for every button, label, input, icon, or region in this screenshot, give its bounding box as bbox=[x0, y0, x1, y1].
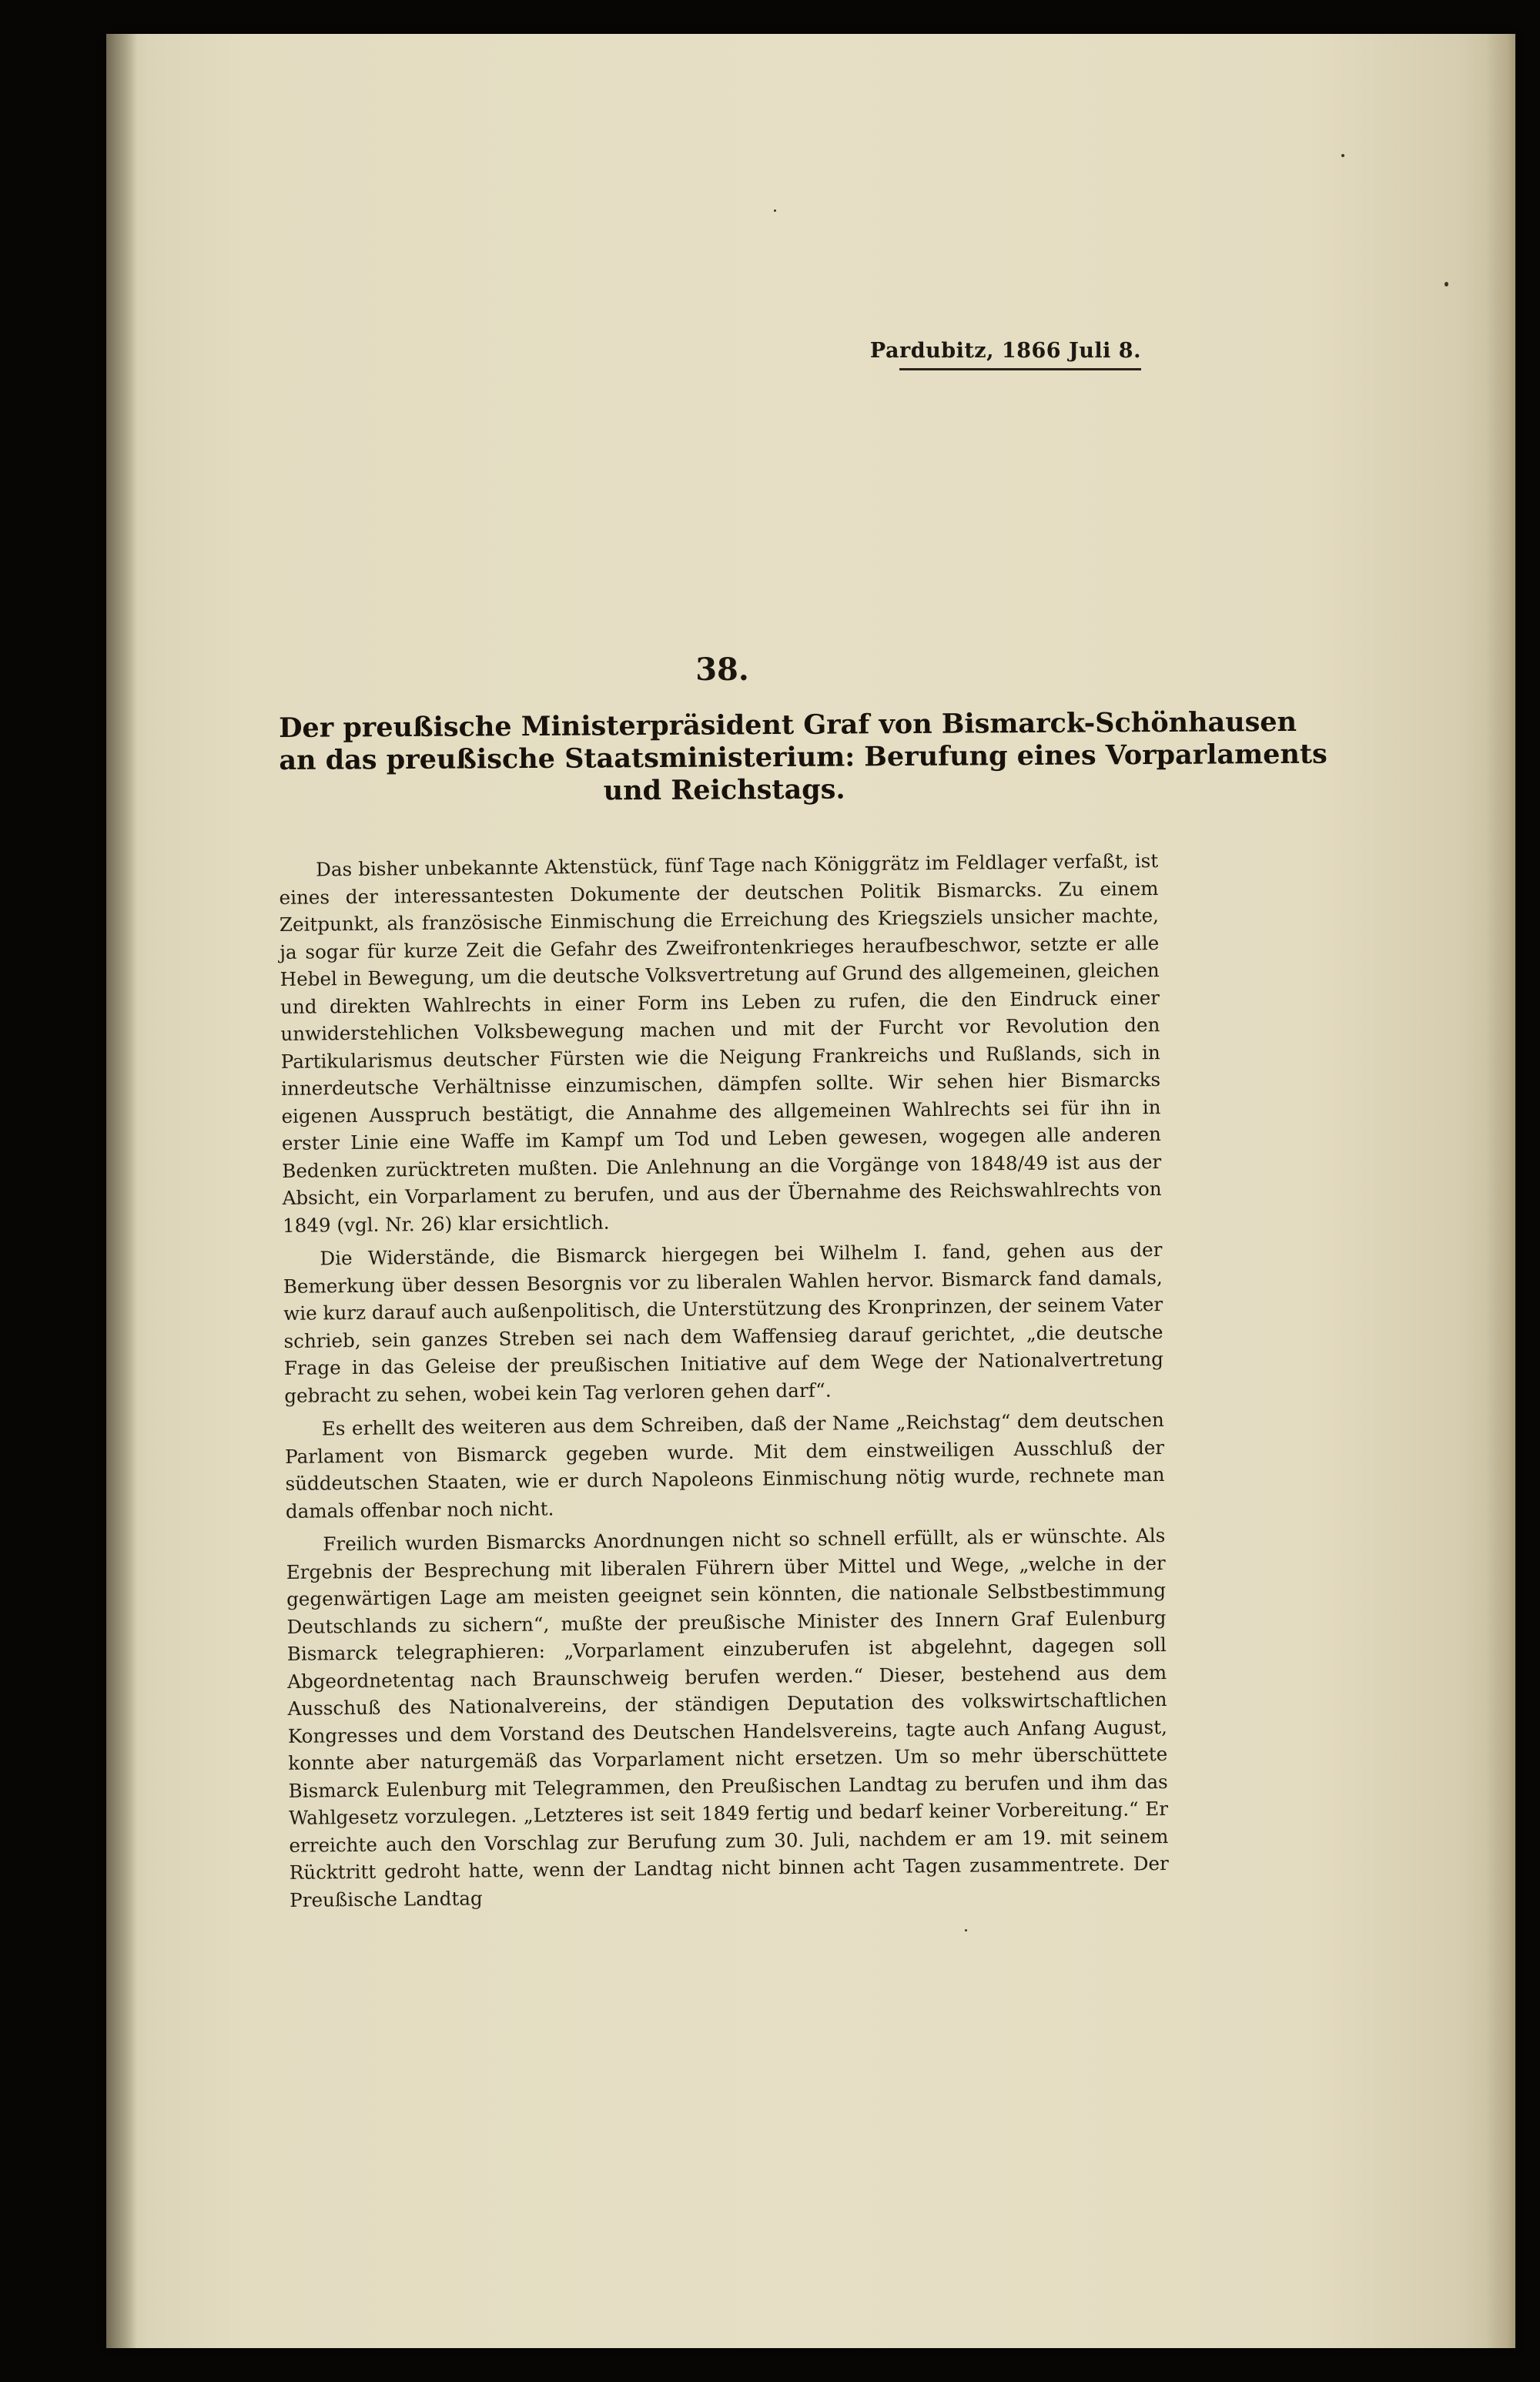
page-right-edge bbox=[1486, 34, 1515, 2348]
speck bbox=[774, 209, 776, 212]
document-title bbox=[279, 705, 1327, 809]
body-text bbox=[279, 847, 1169, 1920]
title-line: Der preußische Ministerpräsident Graf von Bismarck-Schönhausen bbox=[279, 705, 1297, 744]
speck bbox=[1341, 154, 1344, 157]
speck bbox=[965, 1929, 967, 1931]
headline-underline bbox=[899, 368, 1141, 370]
paragraph: Es erhellt des weiteren aus dem Schreiben, daß der Name „Reichstag“ dem deutschen Parlament von Bismarck gegeben wurde. Mit dem einstweiligen Ausschluß der süddeutschen Staaten, wie er durch Napoleons Einmischung nötig wurde, rechnete man damals offenbar noch nicht. bbox=[285, 1409, 1165, 1523]
document-number: 38. bbox=[695, 652, 749, 688]
paragraph: Freilich wurden Bismarcks Anordnungen nicht so schnell erfüllt, als er wünschte. Als Ergebnis der Besprechung mit liberalen Führern über Mittel und Wege, „welche in der gegenwärtigen Lage am meisten geeignet sein könnten, die nationale Selbstbestimmung Deutschlands zu sichern“, mußte der preußische Minister des Innern Graf Eulenburg Bismarck telegraphieren: „Vorparlament einzuberufen ist abgelehnt, dagegen soll Abgeordnetentag nach Braunschweig berufen werden.“ Dieser, bestehend aus dem Ausschuß des Nationalvereins, der ständigen Deputation des volkswirtschaftlichen Kongresses und dem Vorstand des Deutschen Handelsvereins, tagte auch Anfang August, konnte aber naturgemäß das Vorparlament nicht ersetzen. Um so mehr überschüttete Bismarck Eulenburg mit Telegrammen, den Preußischen Landtag zu berufen und ihm das Wahlgesetz vorzulegen. „Letzteres ist seit 1849 fertig und bedarf keiner Vorbereitung.“ Er erreichte auch den Vorschlag zur Berufung zum 30. Juli, nachdem er am 19. mit seinem Rücktritt gedroht hatte, wenn der Landtag nicht binnen acht Tagen zusammentrete. Der Preußische Landtag bbox=[286, 1523, 1169, 1911]
speck bbox=[1445, 282, 1448, 286]
page-gutter-shadow bbox=[106, 34, 137, 2348]
title-line: an das preußische Staatsministerium: Berufung eines Vorparlaments bbox=[279, 738, 1327, 776]
paragraph: Das bisher unbekannte Aktenstück, fünf Tage nach Königgrätz im Feldlager verfaßt, ist eines der interessantesten Dokumente der deutschen Politik Bismarcks. Zu einem Zeitpunkt, als französische Einmischung die Erreichung des Kriegsziels unsicher machte, ja sogar für kurze Zeit die Gefahr des Zweifrontenkrieges heraufbeschwor, setzte er alle Hebel in Bewegung, um die deutsche Volksvertretung auf Grund des allgemeinen, gleichen und direkten Wahlrechts in einer Form ins Leben zu rufen, die den Eindruck einer unwiderstehlichen Volksbewegung machen und mit der Furcht vor Revolution den Partikularismus deutscher Fürsten wie die Neigung Frankreichs und Rußlands, sich in innerdeutsche Verhältnisse einzumischen, dämpfen sollte. Wir sehen hier Bismarcks eigenen Ausspruch bestätigt, die Annahme des allgemeinen Wahlrechts sei für ihn in erster Linie eine Waffe im Kampf um Tod und Leben gewesen, wogegen alle anderen Bedenken zurücktreten mußten. Die Anlehnung an die Vorgänge von 1848/49 ist aus der Absicht, ein Vorparlament zu berufen, und aus der Übernahme des Reichswahlrechts von 1849 (vgl. Nr. 26) klar ersichtlich. bbox=[279, 849, 1162, 1237]
paragraph: Die Widerstände, die Bismarck hiergegen bei Wilhelm I. fand, gehen aus der Bemerkung über dessen Besorgnis vor zu liberalen Wahlen hervor. Bismarck fand damals, wie kurz darauf auch außenpolitisch, die Unterstützung des Kronprinzen, der seinem Vater schrieb, sein ganzes Streben sei nach dem Waffensieg darauf gerichtet, „die deutsche Frage in das Geleise der preußischen Initiative auf dem Wege der Nationalvertretung gebracht zu sehen, wobei kein Tag verloren gehen darf“. bbox=[283, 1238, 1164, 1407]
place-date-headline: Pardubitz, 1866 Juli 8. bbox=[869, 339, 1141, 363]
title-line: und Reichstags. bbox=[603, 773, 845, 807]
